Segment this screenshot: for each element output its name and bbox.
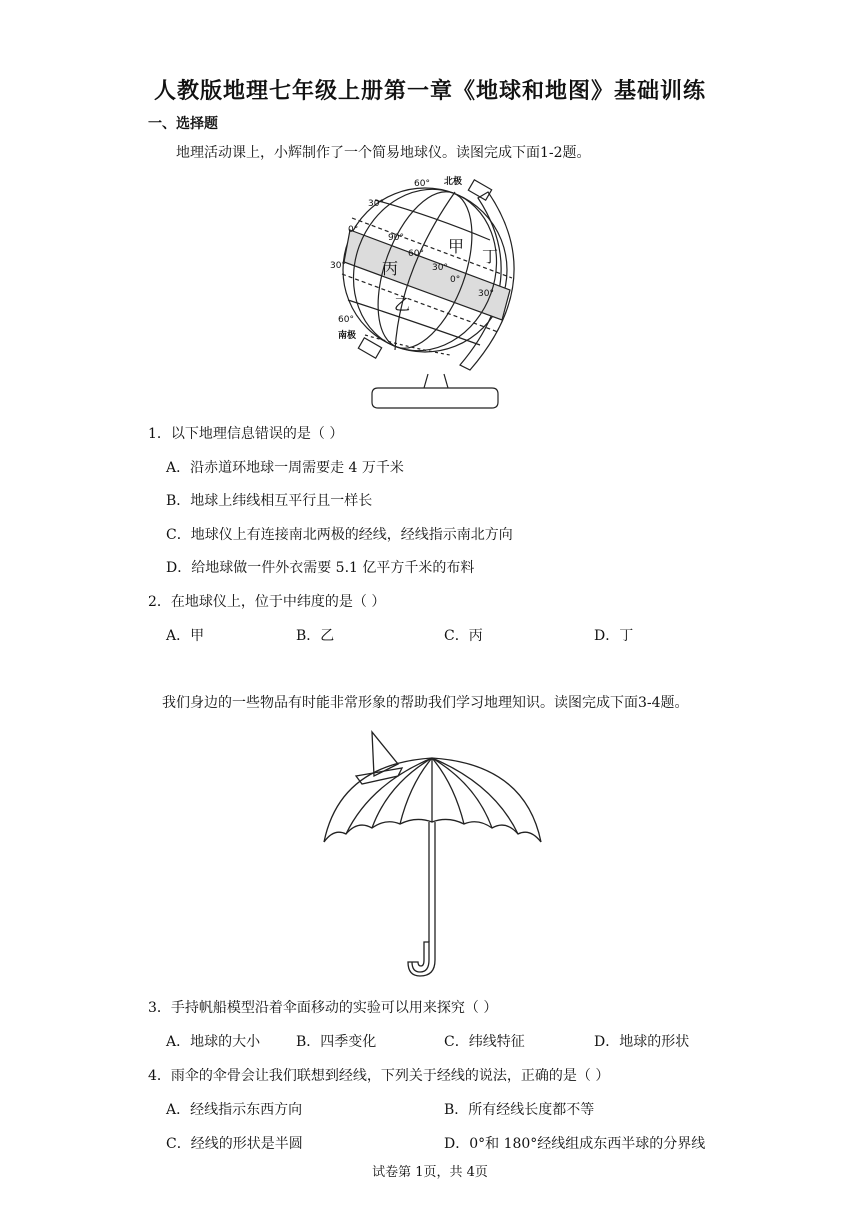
question-4-option-d: D．0°和 180°经线组成东西半球的分界线 xyxy=(444,1136,706,1152)
umbrella-edge xyxy=(324,819,541,842)
question-3-option-d: D．地球的形状 xyxy=(594,1034,690,1050)
question-4-stem: 4．雨伞的伞骨会让我们联想到经线，下列关于经线的说法，正确的是（ ） xyxy=(148,1068,610,1084)
intro-text-2: 我们身边的一些物品有时能非常形象的帮助我们学习地理知识。读图完成下面3-4题。 xyxy=(162,695,689,711)
umbrella-handle xyxy=(408,942,435,976)
intro-text-1: 地理活动课上，小辉制作了一个简易地球仪。读图完成下面1-2题。 xyxy=(176,145,591,161)
south-axis-cap xyxy=(358,338,381,358)
label-bing: 丙 xyxy=(382,259,399,278)
label-jia: 甲 xyxy=(448,237,465,256)
question-3-option-a: A．地球的大小 xyxy=(166,1034,261,1050)
label-yi: 乙 xyxy=(394,295,411,314)
lat-30-left-label: 30° xyxy=(330,261,346,271)
globe-base xyxy=(372,388,498,408)
lon-30-label: 30° xyxy=(432,263,448,273)
north-pole-label: 北极 xyxy=(444,177,463,187)
umbrella-shaft xyxy=(429,822,435,942)
question-3-option-c: C．纬线特征 xyxy=(444,1034,525,1050)
question-4-option-a: A．经线指示东西方向 xyxy=(166,1102,303,1118)
question-2-stem: 2．在地球仪上，位于中纬度的是（ ） xyxy=(148,594,386,610)
lon-30-right-label: 30° xyxy=(478,289,494,299)
lat-30-top-label: 30° xyxy=(368,199,384,209)
lon-90-label: 90° xyxy=(388,233,404,243)
umbrella-figure xyxy=(320,724,545,984)
question-1-option-a: A．沿赤道环地球一周需要走 4 万千米 xyxy=(166,460,404,476)
lon-60-label: 60° xyxy=(408,249,424,259)
question-2-option-b: B．乙 xyxy=(296,628,335,644)
lat-60-bottom-label: 60° xyxy=(338,315,354,325)
question-1-option-c: C．地球仪上有连接南北两极的经线，经线指示南北方向 xyxy=(166,527,513,543)
page-title: 人教版地理七年级上册第一章《地球和地图》基础训练 xyxy=(153,78,706,104)
question-2-option-d: D．丁 xyxy=(594,628,634,644)
north-axis-cap xyxy=(468,180,491,200)
page-footer: 试卷第 1页，共 4页 xyxy=(372,1165,488,1180)
question-4-option-b: B．所有经线长度都不等 xyxy=(444,1102,595,1118)
question-3-stem: 3．手持帆船模型沿着伞面移动的实验可以用来探究（ ） xyxy=(148,1000,498,1016)
globe-stand xyxy=(424,374,448,388)
globe-figure xyxy=(320,170,540,415)
question-1-stem: 1．以下地理信息错误的是（ ） xyxy=(148,426,344,442)
question-3-option-b: B．四季变化 xyxy=(296,1034,377,1050)
label-ding: 丁 xyxy=(482,247,499,266)
question-4-option-c: C．经线的形状是半圆 xyxy=(166,1136,303,1152)
question-1-option-b: B．地球上纬线相互平行且一样长 xyxy=(166,493,373,509)
question-2-option-c: C．丙 xyxy=(444,628,483,644)
question-2-option-a: A．甲 xyxy=(166,628,205,644)
lat-60-top-label: 60° xyxy=(414,179,430,189)
lon-0-label: 0° xyxy=(450,275,461,285)
south-pole-label: 南极 xyxy=(338,331,357,341)
section-heading: 一、选择题 xyxy=(148,116,218,132)
lat-0-label: 0° xyxy=(348,225,359,235)
question-1-option-d: D．给地球做一件外衣需要 5.1 亿平方千米的布料 xyxy=(166,560,475,576)
